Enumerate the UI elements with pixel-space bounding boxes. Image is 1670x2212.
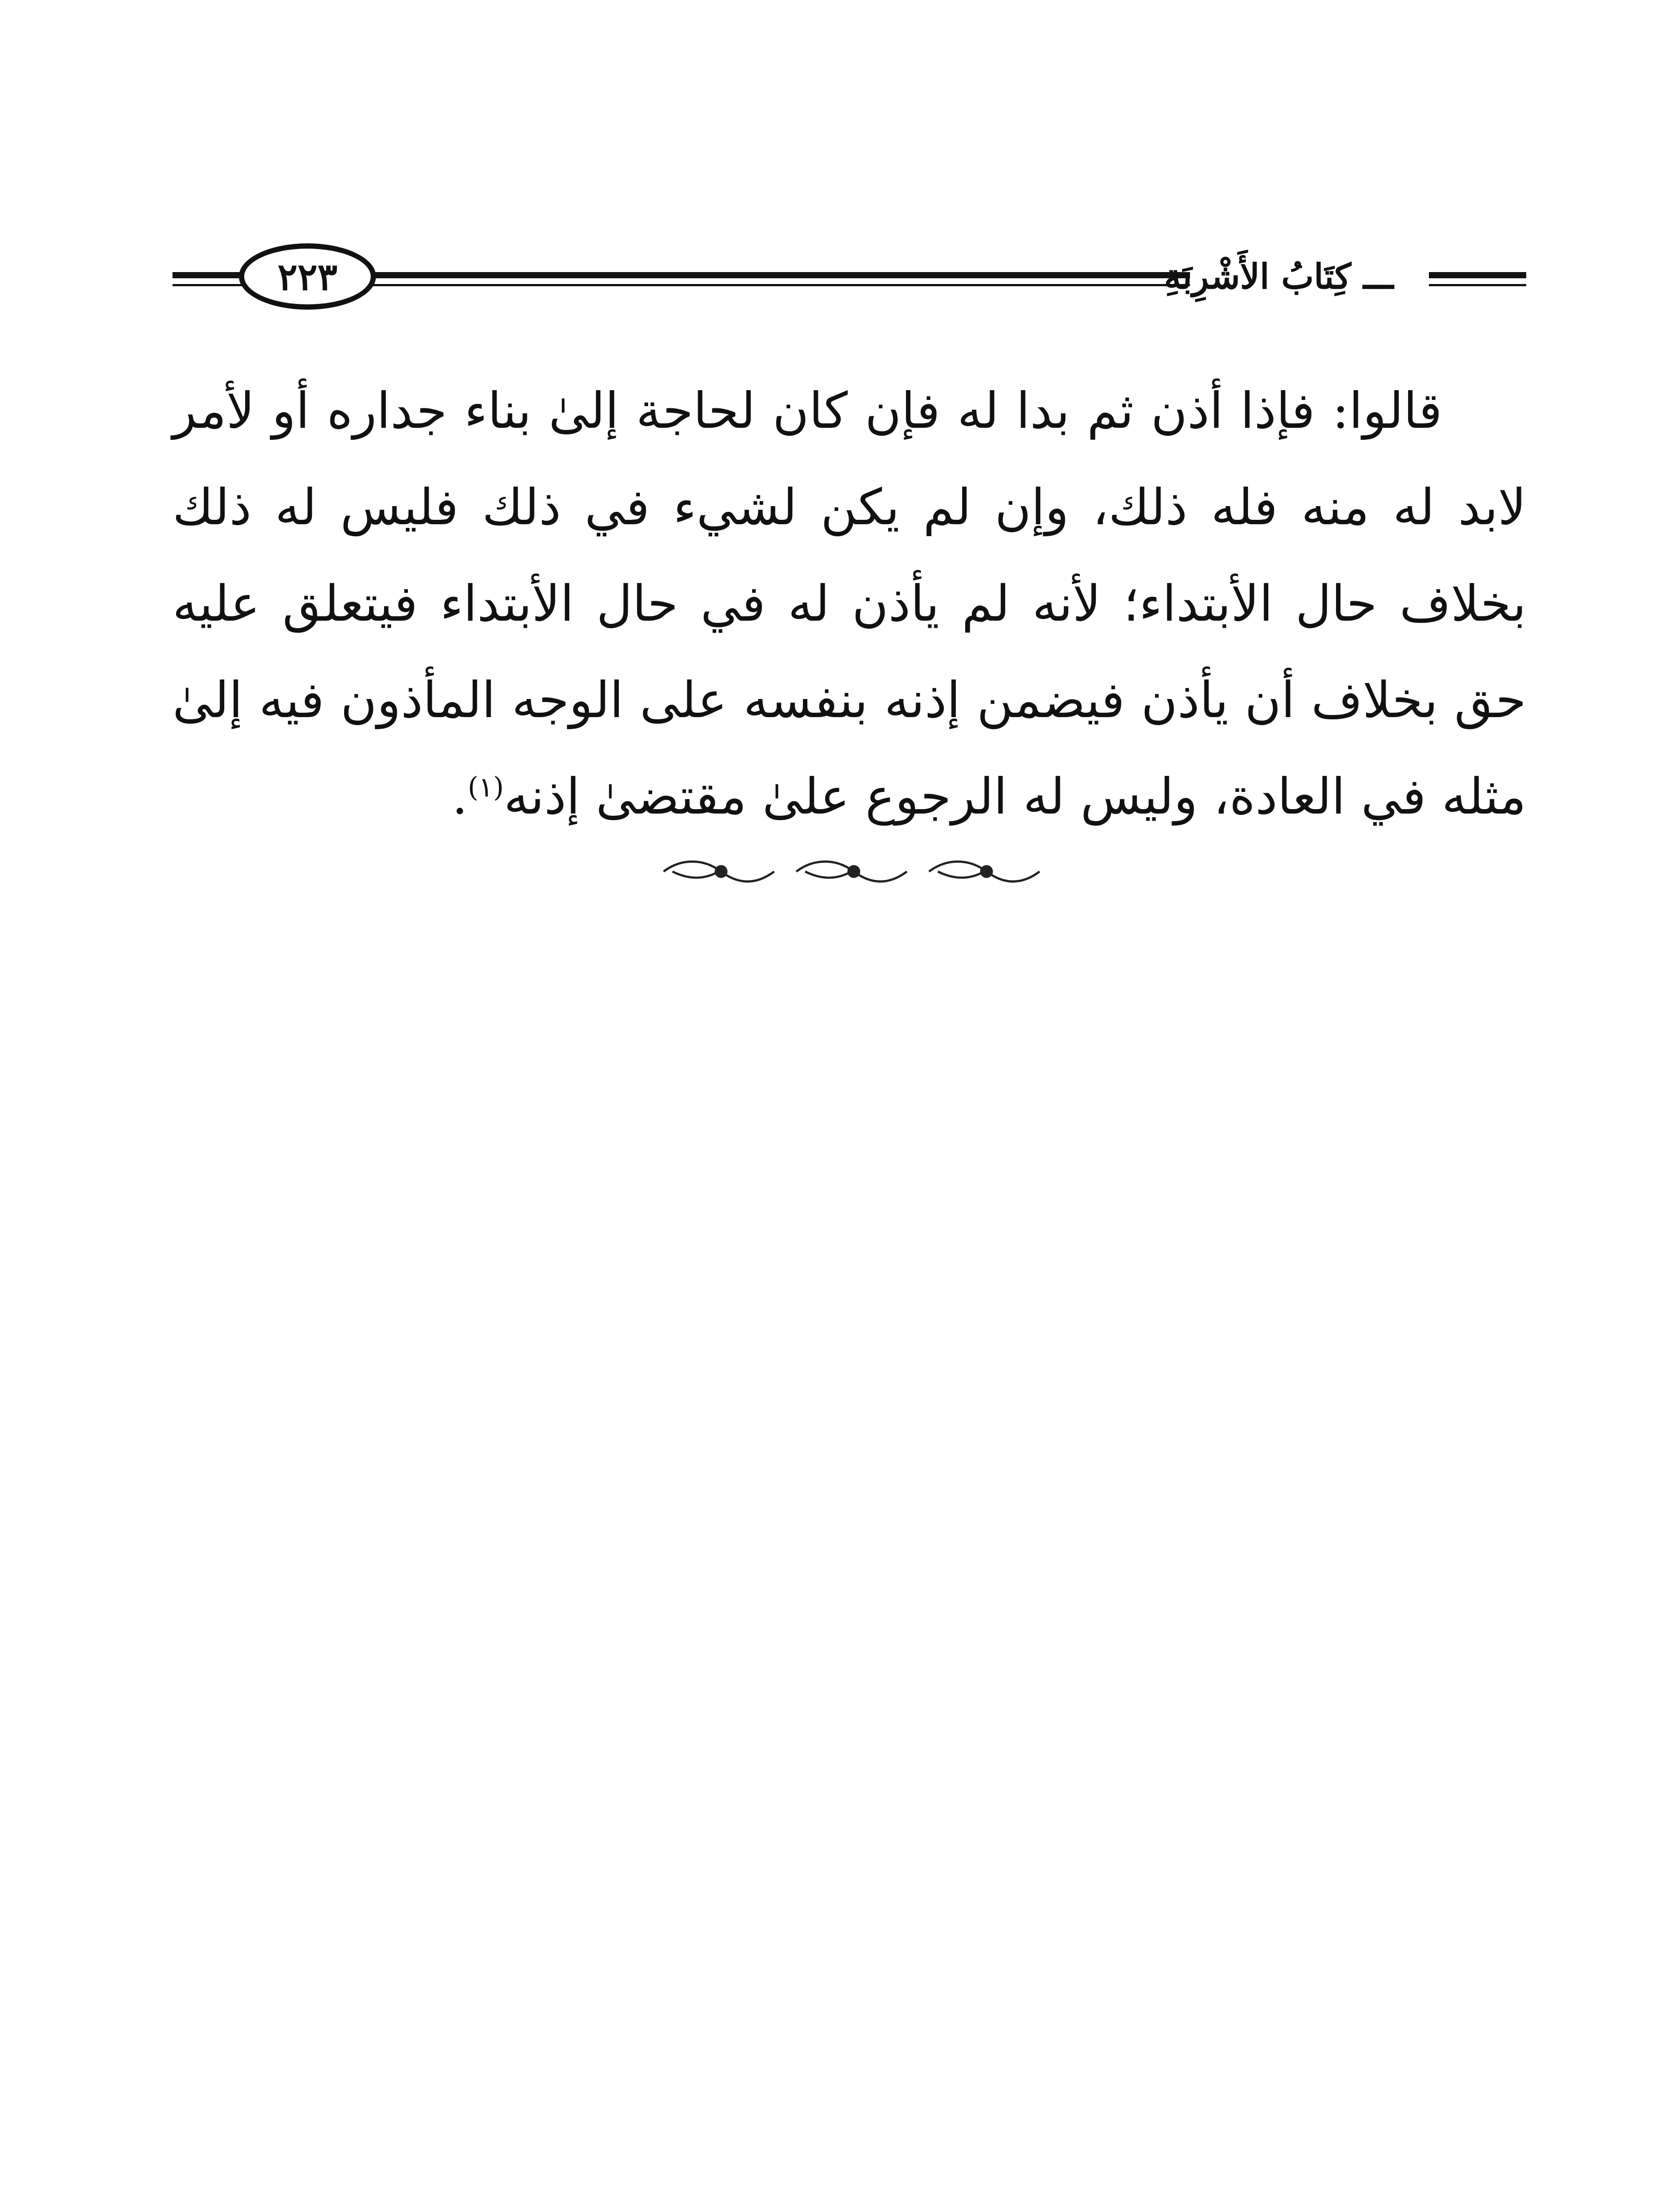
header-rule-right-thin xyxy=(1429,284,1526,286)
running-title: ـــ كِتَابُ الأَشْرِبَةِ xyxy=(1164,257,1394,297)
header-rule-left-thick xyxy=(173,272,248,278)
ornament-motif-3 xyxy=(929,862,1040,882)
footnote-reference: (١) xyxy=(468,771,504,803)
body-paragraph xyxy=(173,363,1526,845)
header-rule-left-thin xyxy=(173,284,248,286)
section-ornament xyxy=(655,854,1053,889)
page-number-badge xyxy=(239,243,376,310)
header-rule-long-thin xyxy=(367,284,1190,286)
header-rule-long-thick xyxy=(367,272,1190,278)
body-paragraph-text: قالوا: فإذا أذن ثم بدا له فإن كان لحاجة إلىٰ بناء جداره أو لأمر لابد له منه فله ذلك، وإن لم يكن لشيء في ذلك فليس له ذلك بخلاف حال الأبتداء؛ لأنه لم يأذن له في حال الأبتداء فيتعلق عليه حق بخلاف أن يأذن فيضمن إذنه بنفسه على الوجه المأذون فيه إلىٰ مثله في العادة، وليس له الرجوع علىٰ مقتضىٰ إذنه xyxy=(173,382,1526,826)
ornament-motif-2 xyxy=(796,862,907,882)
page-number: ٢٢٣ xyxy=(277,254,338,299)
paragraph-end: . xyxy=(452,768,468,826)
header-rule-right-thick xyxy=(1429,272,1526,278)
main-text xyxy=(173,363,1526,845)
ornament-motif-1 xyxy=(664,862,774,882)
page-header xyxy=(173,230,1526,323)
